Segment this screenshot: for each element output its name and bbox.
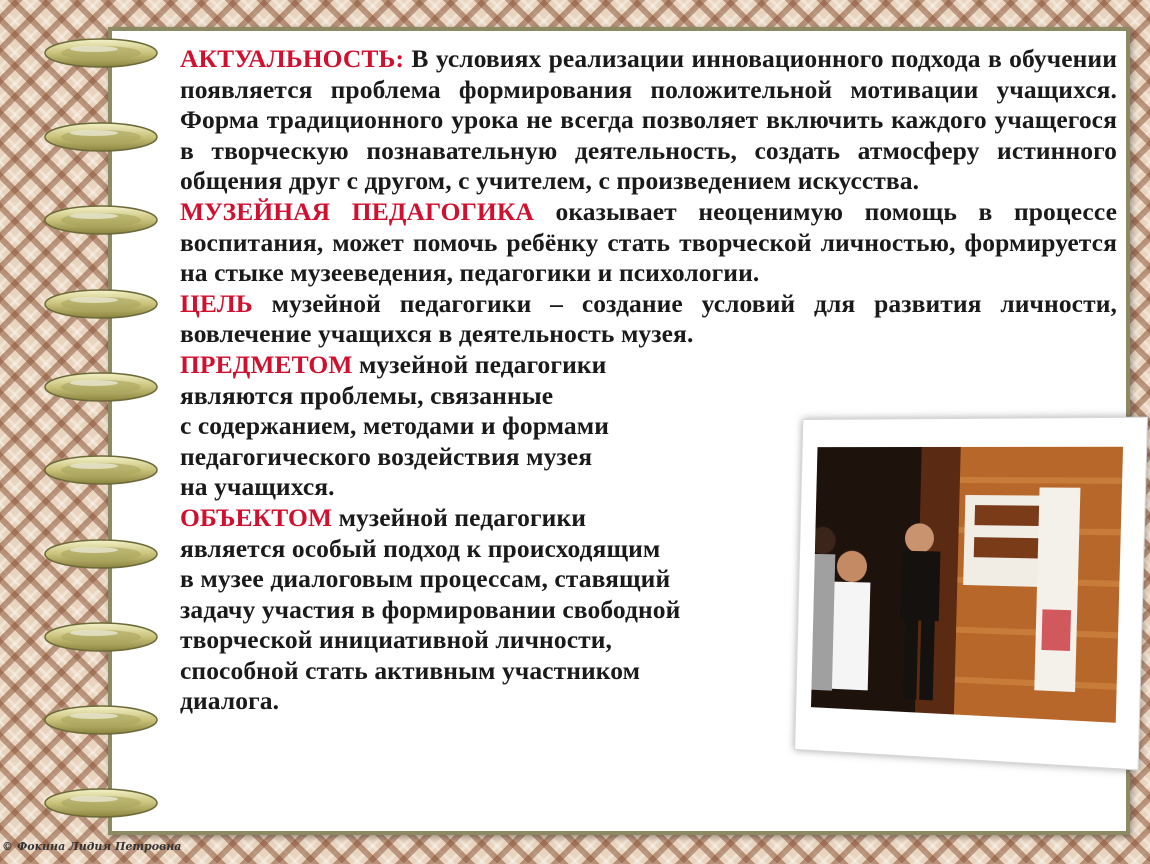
object-line: творческой инициативной личности, [180, 625, 613, 655]
goal-text: музейной педагогики – создание условий для развития личности, вовлечение учащихся в деятельность музея. [180, 288, 1117, 349]
binder-ring [42, 703, 160, 737]
subject-label: ПРЕДМЕТОМ [180, 349, 353, 379]
museum-pedagogy-paragraph [180, 197, 1117, 289]
museum-pedagogy-label: МУЗЕЙНАЯ ПЕДАГОГИКА [180, 196, 534, 226]
relevance-paragraph [180, 44, 1117, 197]
subject-line: являются проблемы, связанные [180, 380, 554, 410]
binder-ring [42, 203, 160, 237]
binder-ring [42, 120, 160, 154]
binder-ring [42, 287, 160, 321]
object-paragraph [180, 503, 780, 717]
relevance-label: АКТУАЛЬНОСТЬ: [180, 44, 405, 73]
binder-ring [42, 36, 160, 70]
binder-ring [42, 537, 160, 571]
museum-pedagogy-text: оказывает неоценимую помощь в процессе воспитания, может помочь ребёнку стать творческой личностью, формируется на стыке музееведения, педагогики и психологии. [180, 196, 1117, 288]
object-line: ОБЪЕКТОМ музейной педагогики [180, 502, 587, 532]
subject-line: с содержанием, методами и формами [180, 411, 610, 441]
goal-paragraph [180, 289, 1117, 350]
subject-line: педагогического воздействия музея [180, 441, 593, 471]
subject-line: на учащихся. [180, 472, 335, 502]
relevance-text: В условиях реализации инновационного подхода в обучении появляется проблема формирования положительной мотивации учащихся. Форма традиционного урока не всегда позволяет включить каждого учащегося в творческую познавательную деятельность, создать атмосферу истинного общения друг с другом, с учителем, с произведением искусства. [180, 44, 1117, 196]
subject-line: ПРЕДМЕТОМ музейной педагогики [180, 349, 607, 379]
object-line: диалога. [180, 686, 280, 716]
binder-ring [42, 620, 160, 654]
binder-ring [42, 786, 160, 820]
object-label: ОБЪЕКТОМ [180, 502, 333, 532]
binder-ring [42, 370, 160, 404]
author-credit: © Фокина Лидия Петровна [2, 840, 182, 853]
object-line: способной стать активным участником [180, 655, 641, 685]
object-line: в музее диалоговым процессам, ставящий [180, 564, 671, 594]
museum-photo [811, 447, 1123, 723]
museum-photo-frame [794, 417, 1148, 771]
goal-label: ЦЕЛЬ [180, 288, 253, 318]
object-line: задачу участия в формировании свободной [180, 594, 681, 624]
object-line: является особый подход к происходящим [180, 533, 661, 563]
subject-paragraph [180, 350, 780, 503]
binder-ring [42, 453, 160, 487]
